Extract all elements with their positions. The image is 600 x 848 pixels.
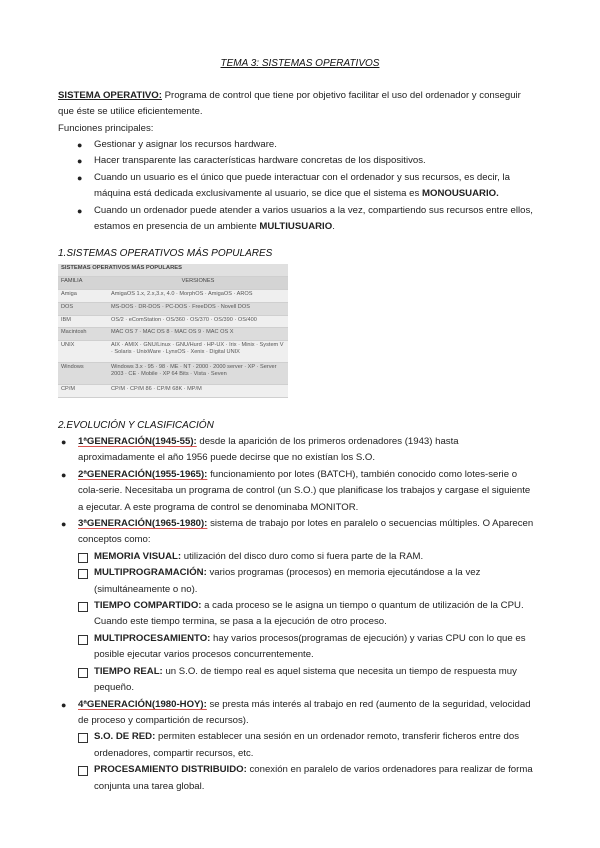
concept-item <box>78 762 538 795</box>
checkbox-icon <box>78 635 88 645</box>
table-cell: CP/M <box>58 384 108 397</box>
concept-item <box>78 549 538 565</box>
section1-heading: 1.SISTEMAS OPERATIVOS MÁS POPULARES <box>58 248 273 259</box>
generation-item <box>58 697 538 795</box>
monousuario-term: MONOUSUARIO. <box>421 188 499 200</box>
gen1-heading: 1ªGENERACIÓN(1945-55): <box>78 436 197 447</box>
concept-term: MULTIPROCESAMIENTO: <box>94 632 211 644</box>
bullet-end: . <box>332 221 335 233</box>
functions-label: Funciones principales: <box>58 123 154 134</box>
concept-term: TIEMPO REAL: <box>94 665 163 677</box>
table-row <box>58 341 288 363</box>
gen3-heading: 3ªGENERACIÓN(1965-1980): <box>78 518 208 530</box>
list-item <box>58 203 538 236</box>
concept-term: PROCESAMIENTO DISTRIBUIDO: <box>94 764 247 776</box>
concept-text: permiten establecer una sesión en un ordenador remoto, transferir ficheros entre dos ordenadores, compartir recursos, etc. <box>94 731 520 759</box>
bullet-text: Hacer transparente las características hardware concretas de los dispositivos. <box>94 155 426 167</box>
generation-item <box>58 516 538 696</box>
col-family-header: FAMILIA <box>58 276 108 289</box>
page-title: TEMA 3: SISTEMAS OPERATIVOS <box>220 58 380 69</box>
concept-term: S.O. DE RED: <box>94 731 156 743</box>
generation-item <box>58 467 538 516</box>
bullet-text: Gestionar y asignar los recursos hardware. <box>94 139 277 150</box>
bullet-icon: ● <box>61 437 67 447</box>
concept-term: TIEMPO COMPARTIDO: <box>94 600 202 612</box>
table-cell: DOS <box>58 302 108 315</box>
concept-item <box>78 565 538 598</box>
table-row <box>58 315 288 328</box>
col-versions-header: VERSIONES <box>108 276 288 289</box>
bullet-icon: ● <box>77 140 83 150</box>
concept-text: varios programas (procesos) en memoria ejecutándose a la vez (simultáneamente o no). <box>94 567 481 595</box>
bullet-text: Cuando un usuario es el único que puede interactuar con el ordenador y sus recursos, es decir, la máquina está dedicada exclusivamente al usuario, se dice que el sistema es <box>94 171 510 200</box>
concept-text: a cada proceso se le asigna un tiempo o quantum de utilización de la CPU. Cuando este tiempo termina, se pasa a la ejecución de otro proceso. <box>94 600 524 628</box>
os-table <box>58 264 288 398</box>
table-cell: AmigaOS 1.x, 2.x,3.x, 4.0 · MorphOS · AmigaOS · AROS <box>108 289 288 302</box>
table-row <box>58 384 288 397</box>
gen4-concepts <box>78 729 538 795</box>
functions-list <box>58 137 538 235</box>
concept-term: MEMORIA VISUAL: <box>94 550 182 562</box>
intro-paragraph <box>58 88 528 121</box>
checkbox-icon <box>78 553 88 563</box>
concept-text: hay varios procesos(programas de ejecución) y varias CPU con lo que es posible ejecutar varios procesos concurrentemente. <box>94 632 526 661</box>
table-cell: MAC OS 7 · MAC OS 8 · MAC OS 9 · MAC OS X <box>108 328 288 341</box>
table-cell: IBM <box>58 315 108 328</box>
table-cell: Windows 3.x · 95 · 98 · ME · NT · 2000 · 2000 server · XP · Server 2003 · CE · Mobile · XP 64 Bits · Vista · Seven <box>108 363 288 385</box>
generation-item <box>58 434 538 467</box>
concept-item <box>78 631 538 664</box>
checkbox-icon <box>78 766 88 776</box>
multiusuario-term: MULTIUSUARIO <box>259 221 333 233</box>
concept-text: un S.O. de tiempo real es aquel sistema que necesita un tiempo de respuesta muy pequeño. <box>94 665 517 694</box>
table-row <box>58 363 288 385</box>
table-row <box>58 289 288 302</box>
concept-text: conexión en paralelo de varios ordenadores para realizar de forma conjunta una tarea global. <box>94 764 533 792</box>
checkbox-icon <box>78 602 88 612</box>
section2-heading: 2.EVOLUCIÓN Y CLASIFICACIÓN <box>58 420 214 431</box>
bullet-text: Cuando un ordenador puede atender a varios usuarios a la vez, compartiendo sus recursos entre ellos, estamos en presencia de un ambiente <box>94 204 533 233</box>
bullet-icon: ● <box>61 469 67 480</box>
bullet-icon: ● <box>61 699 67 710</box>
gen4-heading: 4ªGENERACIÓN(1980-HOY): <box>78 698 207 710</box>
bullet-icon: ● <box>61 519 67 530</box>
gen3-concepts <box>78 549 538 697</box>
checkbox-icon <box>78 733 88 743</box>
intro-definition: Programa de control que tiene por objetivo facilitar el uso del ordenador y conseguir que éste se utilice eficientemente. <box>58 90 521 118</box>
list-item <box>58 170 538 203</box>
gen3-text: sistema de trabajo por lotes en paralelo o secuencias múltiples. O Aparecen conceptos como: <box>78 518 534 546</box>
table-cell: CP/M · CP/M 86 · CP/M 68K · MP/M <box>108 384 288 397</box>
gen1-text: desde la aparición de los primeros ordenadores (1943) hasta aproximadamente el año 1956 puede decirse que no existían los S.O. <box>78 436 459 464</box>
concept-text: utilización del disco duro como si fuera parte de la RAM. <box>183 550 424 562</box>
gen2-heading: 2ªGENERACIÓN(1955-1965): <box>78 468 208 480</box>
table-row <box>58 302 288 315</box>
table-cell: Macintosh <box>58 328 108 341</box>
generations-list <box>58 434 538 795</box>
intro-term: SISTEMA OPERATIVO: <box>58 90 162 101</box>
checkbox-icon <box>78 668 88 678</box>
table-row <box>58 328 288 341</box>
table-cell: Amiga <box>58 289 108 302</box>
bullet-icon: ● <box>77 172 83 183</box>
concept-item <box>78 598 538 631</box>
table-cell: AIX · AMIX · GNU/Linux · GNU/Hurd · HP-UX · Irix · Minix · System V · Solaris · UnixWare · LynxOS · Xenix · Digital UNIX <box>108 341 288 363</box>
gen2-text: funcionamiento por lotes (BATCH), también conocido como lotes-serie o cola-serie. Necesitaba un programa de control (un S.O.) que planificase los trabajos y cargase el siguiente a ejecutar. A este programa de control se denominaba MONITOR. <box>78 468 531 513</box>
list-item <box>58 137 538 153</box>
table-caption: SISTEMAS OPERATIVOS MÁS POPULARES <box>58 264 288 276</box>
bullet-icon: ● <box>77 156 83 167</box>
table-cell: Windows <box>58 363 108 385</box>
concept-item <box>78 729 538 762</box>
table-cell: OS/2 · eComStation · OS/360 · OS/370 · OS/390 · OS/400 <box>108 315 288 328</box>
concept-term: MULTIPROGRAMACIÓN: <box>94 567 207 579</box>
checkbox-icon <box>78 569 88 579</box>
list-item <box>58 153 538 169</box>
table-cell: MS-DOS · DR-DOS · PC-DOS · FreeDOS · Novell DOS <box>108 302 288 315</box>
gen4-text: se presta más interés al trabajo en red (aumento de la seguridad, velocidad de proceso y compartición de recursos). <box>78 698 531 726</box>
table-cell: UNIX <box>58 341 108 363</box>
bullet-icon: ● <box>77 205 83 216</box>
concept-item <box>78 664 538 697</box>
